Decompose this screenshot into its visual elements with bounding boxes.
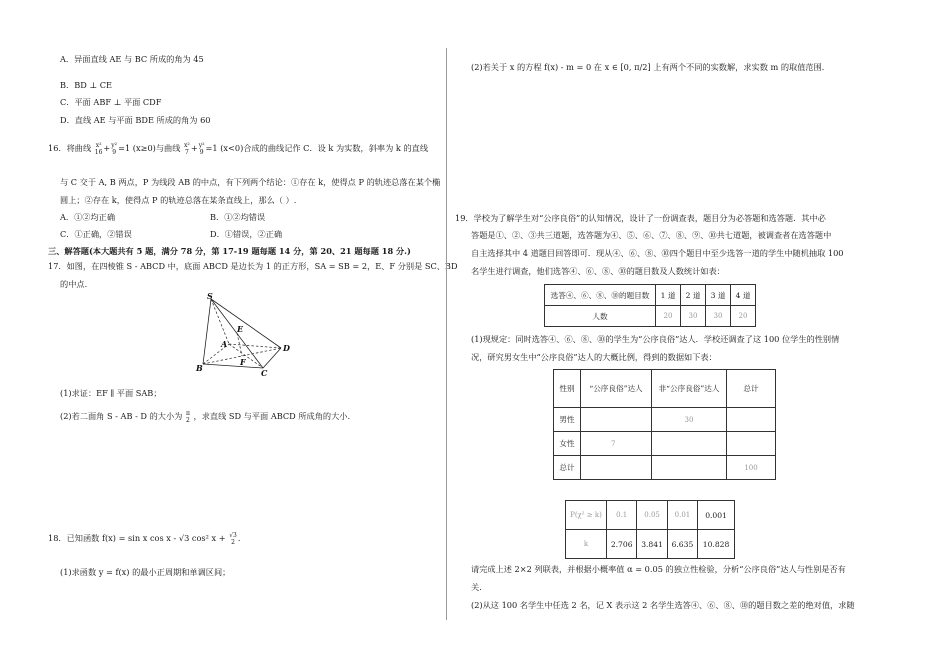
t2-male-total (727, 408, 776, 432)
t3-r1-2: 0.01 (667, 501, 697, 530)
t2-male-expert (581, 408, 652, 432)
t1-header-2: 2 道 (681, 285, 706, 306)
q19-line-2: 答题是①、②、③共三道题，选答题为④、⑤、⑥、⑦、⑧、⑨、⑩共七道题，被调查者在选答题中 (471, 230, 832, 240)
label-f: F (240, 357, 246, 367)
t1-value-3: 30 (706, 306, 731, 327)
q18-part-2: (2)若关于 x 的方程 f(x) - m = 0 在 x ∈ [0, π/2] 上有两个不同的实数解，求实数 m 的取值范围. (471, 62, 825, 72)
q16-frac-x: x² 16 (94, 142, 103, 156)
q18-frac-sqrt3: √3 2 (229, 532, 237, 546)
t1-value-4: 20 (731, 306, 756, 327)
t3-row1-label: P(χ² ≥ k) (566, 501, 607, 530)
q17-frac-pi: π 2 (185, 410, 190, 424)
t3-r2-0: 2.706 (607, 530, 637, 559)
q16-lead: 16．将曲线 (48, 143, 92, 153)
q16-option-b: B．①②均错误 (210, 212, 266, 222)
t3-row2-label: k (566, 530, 607, 559)
q18-part-1: (1)求函数 y = f(x) 的最小正周期和单调区间； (60, 567, 231, 577)
label-s: S (207, 292, 213, 301)
edge-sb (203, 299, 211, 364)
t2-total-expert (581, 456, 652, 480)
label-d: D (283, 343, 290, 353)
q17-part-2: (2)若二面角 S - AB - D 的大小为 π 2 ，求直线 SD 与平面 ABCD 所成角的大小. (60, 410, 351, 424)
table-contingency (553, 369, 776, 480)
question-17-line-1: 17．如图，在四棱锥 S - ABCD 中，底面 ABCD 是边长为 1 的正方形，SA = SB = 2，E、F 分别是 SC、BD (48, 261, 458, 271)
t2-total-nonexpert (652, 456, 727, 480)
table-critical-values (565, 500, 735, 559)
q16-frac-y2: y² 9 (198, 142, 205, 156)
option-b: B．BD ⊥ CE (60, 80, 112, 90)
label-a: A (221, 339, 228, 349)
q19-line-3: 自主选择其中 4 道题目回答即可．现从④、⑥、⑧、⑩四个题目中至少选答一道的学生中随机抽取 100 (471, 248, 844, 258)
q19-line-1: 19．学校为了解学生对“公序良俗”的认知情况，设计了一份调查表，题目分为必答题和选答题．其中必 (455, 213, 826, 223)
question-16-stem: 16．将曲线 x² 16 + y² 9 =1 (x≥0)与曲线 x² 7 + y² 9 =1 (x<0)合成的曲线记作 C．设 k 为实数，斜率为 k 的直线 (48, 142, 429, 156)
edge-bc (203, 364, 263, 368)
t2-male-nonexpert: 30 (652, 408, 727, 432)
section-3-heading: 三、解答题(本大题共有 5 题，满分 78 分，第 17-19 题每题 14 分，第 20、21 题每题 18 分.) (48, 246, 411, 256)
t1-row-label: 人数 (545, 306, 656, 327)
left-column (0, 0, 458, 672)
t3-r2-1: 3.841 (637, 530, 667, 559)
t2-female-expert: 7 (581, 432, 652, 456)
q19-part-1-line-2: 况，研究男女生中“公序良俗”达人的大概比例，得到的数据如下表： (471, 352, 717, 362)
edge-ad (229, 344, 281, 348)
t2-h-gender: 性别 (554, 370, 581, 408)
t2-female-total (727, 432, 776, 456)
q16-line-3: 圆上；②存在 k，使得点 P 的轨迹总落在某条直线上，那么（ ）. (60, 195, 297, 205)
t2-female-nonexpert (652, 432, 727, 456)
t2-h-expert: “公序良俗”达人 (581, 370, 652, 408)
q19-part-2: (2)从这 100 名学生中任选 2 名，记 X 表示这 2 名学生选答④、⑥、⑧、⑩的题目数之差的绝对值，求随 (471, 600, 855, 610)
t1-value-2: 30 (681, 306, 706, 327)
t3-r1-3: 0.001 (698, 501, 735, 530)
t1-header-1: 1 道 (656, 285, 681, 306)
t2-row-male: 男性 (554, 408, 581, 432)
q19-instruction-line-1: 请完成上述 2×2 列联表，并根据小概率值 α = 0.05 的独立性检验，分析“公序良俗”达人与性别是否有 (471, 564, 846, 574)
pyramid-figure (195, 292, 307, 378)
q16-mid: (x≥0)与曲线 (132, 143, 181, 153)
t1-header-4: 4 道 (731, 285, 756, 306)
t1-value-1: 20 (656, 306, 681, 327)
t2-h-total: 总计 (727, 370, 776, 408)
label-e: E (237, 324, 244, 334)
t1-header-0: 选答④、⑥、⑧、⑩的题目数 (545, 285, 656, 306)
q16-option-c: C．①正确，②错误 (60, 229, 132, 239)
q16-tail: (x<0)合成的曲线记作 C．设 k 为实数，斜率为 k 的直线 (220, 143, 429, 153)
t3-r1-0: 0.1 (607, 501, 637, 530)
q16-option-a: A．①②均正确 (60, 212, 116, 222)
t3-r2-3: 10.828 (698, 530, 735, 559)
t3-r1-1: 0.05 (637, 501, 667, 530)
q16-option-d: D．①错误，②正确 (210, 229, 283, 239)
table-question-count (544, 284, 756, 327)
column-divider (446, 48, 447, 620)
option-d: D．直线 AE 与平面 BDE 所成的角为 60 (60, 115, 211, 125)
t3-r2-2: 6.635 (667, 530, 697, 559)
label-b: B (196, 363, 203, 373)
q16-line-2: 与 C 交于 A, B 两点，P 为线段 AB 的中点，有下列两个结论：①存在 k，使得点 P 的轨迹总落在某个椭 (60, 177, 441, 187)
right-column (448, 0, 950, 672)
q18-interval: [0, π/2] (620, 62, 651, 72)
question-18-stem: 18．已知函数 f(x) = sin x cos x - √3 cos² x + √3 2 . (48, 532, 241, 546)
option-a: A．异面直线 AE 与 BC 所成的角为 45 (60, 54, 204, 64)
q19-instruction-line-2: 关. (471, 582, 482, 592)
q19-part-1-line-1: (1)现规定：同时选答④、⑥、⑧、⑩的学生为“公序良俗”达人．学校还调查了这 100 位学生的性别情 (471, 334, 840, 344)
question-17-line-2: 的中点. (60, 279, 88, 289)
t1-header-3: 3 道 (706, 285, 731, 306)
option-c: C．平面 ABF ⊥ 平面 CDF (60, 97, 162, 107)
t2-row-total: 总计 (554, 456, 581, 480)
label-c: C (261, 368, 268, 378)
diag-ac (229, 344, 263, 368)
t2-row-female: 女性 (554, 432, 581, 456)
t2-h-nonexpert: 非“公序良俗”达人 (652, 370, 727, 408)
q16-frac-x2: x² 7 (184, 142, 190, 156)
q16-frac-y: y² 9 (111, 142, 118, 156)
q17-part-1: (1)求证：EF ∥ 平面 SAB； (60, 388, 162, 398)
t2-grand-total: 100 (727, 456, 776, 480)
q19-line-4: 名学生进行调查，他们选答④、⑥、⑧、⑩的题目数及人数统计如表： (471, 266, 725, 276)
